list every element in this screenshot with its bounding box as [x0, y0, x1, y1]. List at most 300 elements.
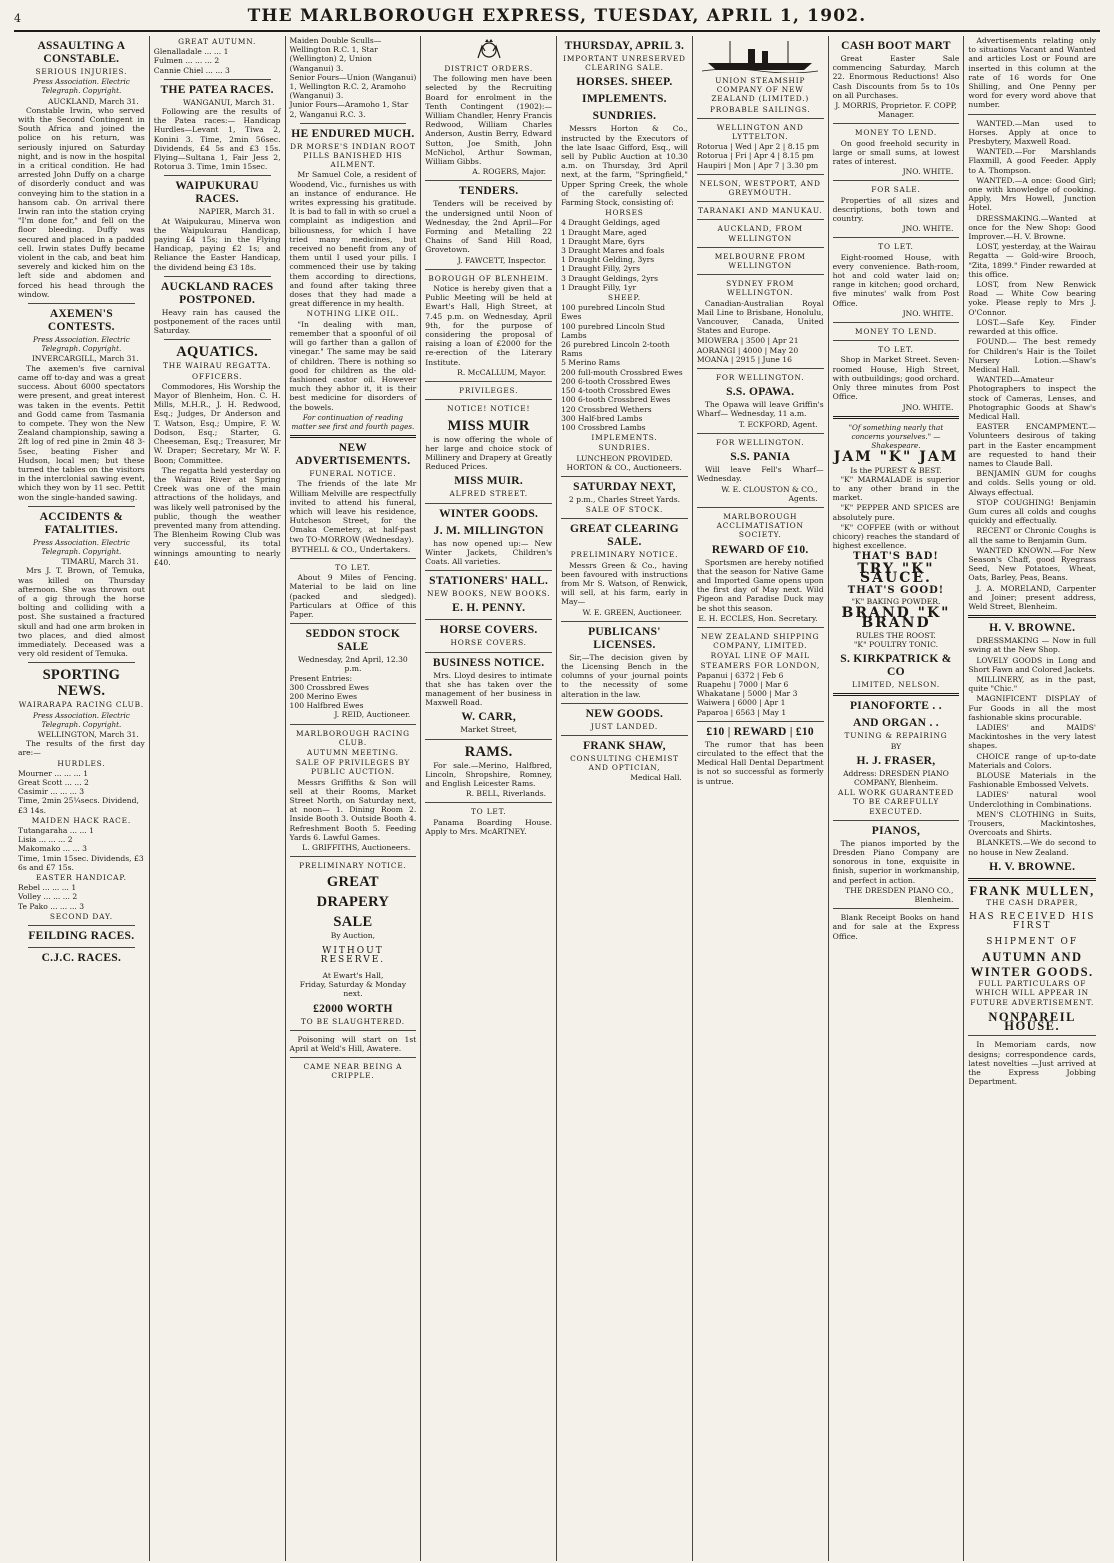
divider: [833, 693, 960, 696]
signature: J. REID, Auctioneer.: [334, 710, 411, 720]
notice-body: Shop in Market Street. Seven-roomed House, High Street, with outbuildings; good orchard. Only three minutes from Post Office.: [832, 355, 960, 402]
signature: JNO. WHITE.: [902, 167, 954, 177]
subhead: THE CASH DRAPER,: [986, 898, 1079, 908]
notice-body: Panama Boarding House. Apply to Mrs. McARTNEY.: [425, 817, 553, 836]
steamship-icon: [700, 39, 820, 73]
headline-saturday: SATURDAY NEXT,: [573, 480, 676, 493]
headline-endured: HE ENDURED MUCH.: [291, 127, 415, 140]
divider: [290, 856, 417, 857]
headline-carr: W. CARR,: [461, 711, 517, 724]
classified-ad: WANTED.—A once: Good Girl; one with knowledge of cooking. Apply, Mrs Howell, Junction Hotel.: [968, 175, 1097, 213]
headline-business: BUSINESS NOTICE.: [432, 656, 545, 669]
notice-body: Properties of all sizes and descriptions, both town and country.: [832, 195, 960, 224]
ad-line: "K" POULTRY TONIC.: [853, 639, 939, 649]
article-body: Heavy rain has caused the postponement of the races until Saturday.: [153, 307, 281, 336]
result-line: Senior Fours—Union (Wanganui) 1, Wellington R.C. 2, Aramoho (Wanganui) 3.: [289, 72, 417, 101]
subhead: HORSES: [605, 208, 644, 218]
divider: [697, 627, 824, 628]
signature: W. E. CLOUSTON & CO., Agents.: [721, 484, 818, 503]
divider: [833, 416, 960, 419]
entry-line: 300 Crossbred Ewes: [289, 682, 369, 692]
browne-line: LOVELY GOODS in Long and Short Fawn and Colored Jackets.: [968, 655, 1097, 674]
divider: [425, 381, 552, 382]
thats-good: THAT'S GOOD!: [847, 584, 945, 596]
divider: [561, 518, 688, 519]
stock-line: 3 Draught Geldings, 2yrs: [561, 273, 659, 283]
browne-list: [968, 636, 1096, 857]
subhead: TARANAKI AND MANUKAU.: [698, 206, 823, 216]
signature: R. McCALLUM, Mayor.: [457, 367, 547, 377]
notice-body: is now offering the whole of her large and choice stock of Millinery and Drapery at Greatly Reduced Prices.: [425, 434, 553, 472]
divider: [697, 274, 824, 275]
subhead: NELSON, WESTPORT, AND GREYMOUTH.: [699, 178, 821, 198]
signature: J. MORRIS, Proprietor. F. COPP, Manager.: [835, 101, 957, 120]
headline-sporting: SPORTING NEWS.: [42, 667, 121, 700]
ads-note: Advertisements relating only to situations Vacant and Wanted and articles Lost or Found are inserted in this column at the rate of 16 words for One Shilling, and One Penny per word for every word above that number.: [968, 36, 1097, 110]
subhead: FOR WELLINGTON.: [715, 373, 805, 383]
article-body: The regatta held yesterday on the Wairau River at Spring Creek was one of the main attractions of the holidays, and was likely well patronised by the public, though the weather prevented many from attending. The Blenheim Rowing Club was very successful, its total winnings amounting to nearly £40.: [153, 465, 281, 567]
subhead: EASTER HANDICAP.: [36, 873, 127, 883]
signature: A. ROGERS, Major.: [472, 167, 547, 177]
headline-seddon: SEDDON STOCK SALE: [305, 628, 401, 654]
browne-line: MEN'S CLOTHING in Suits, Trousers, Mackintoshes, Overcoats and Shirts.: [968, 809, 1097, 838]
headline-implements: IMPLEMENTS.: [582, 93, 667, 106]
column-2: [150, 36, 286, 1561]
divider: [425, 652, 552, 653]
headline-pania: S.S. PANIA: [730, 451, 791, 464]
mullen-line: HAS RECEIVED HIS FIRST: [968, 912, 1096, 932]
sale-date: Wednesday, 2nd April, 12.30 p.m.: [298, 655, 408, 674]
headline-new-ads: NEW ADVERTISEMENTS.: [295, 442, 411, 468]
mullen-autumn: AUTUMN AND: [981, 949, 1083, 964]
divider: [28, 925, 135, 926]
rms-line: MIOWERA | 3500 | Apr 21: [696, 336, 799, 346]
steamer-line: Paparoa | 6563 | May 1: [696, 707, 787, 717]
headline-cash-boot: CASH BOOT MART: [841, 40, 951, 52]
result-line: Great Scott ... ... 2: [18, 778, 89, 787]
divider: [833, 237, 960, 238]
results-list: [154, 47, 281, 75]
browne-line: MAGNIFICENT DISPLAY of Fur Goods in all the most fashionable skins procurable.: [968, 694, 1097, 722]
press-credit: Press Association. Electric Telegraph. Copyright.: [32, 710, 130, 729]
divider: [697, 118, 824, 119]
notice-body: Canadian-Australian Royal Mail Line to Brisbane, Honolulu, Vancouver, Canada, United States and Europe.: [696, 298, 824, 336]
subhead: SECOND DAY.: [49, 911, 113, 921]
stock-line: 26 purebred Lincoln 2-tooth Rams: [561, 340, 670, 359]
subhead: MONEY TO LEND.: [854, 128, 937, 138]
steamers-list: [697, 671, 824, 717]
subhead: MONEY TO LEND.: [854, 327, 937, 337]
classified-ad: LOST, from New Renwick Road — White Cow bearing yoke. Please reply to Mrs J. O'Connor.: [968, 280, 1097, 317]
column-6: [693, 36, 829, 1561]
article-body: At Waipukurau, Minerva won the Waipukurau Handicap, paying £4 15s; in the Flying Handicap, paying £2 1s; and Reliance the Easter Handicap, the dividend being £3 18s.: [153, 216, 281, 272]
result-line: Te Pako ... ... ... 3: [18, 901, 85, 911]
column-5: [557, 36, 693, 1561]
divider: [28, 947, 135, 948]
divider: [290, 435, 417, 438]
sub-line: Is the PUREST & BEST.: [850, 465, 942, 475]
subhead: PROBABLE SAILINGS.: [709, 104, 811, 114]
divider: [697, 219, 824, 220]
headline-frank-mullen: FRANK MULLEN,: [969, 883, 1095, 898]
divider: [833, 322, 960, 323]
classified-ad: EASTER ENCAMPMENT.— Volunteers desirous of taking part in the Easter encampment are requested to hand their names to Claude Ball.: [968, 422, 1097, 468]
stock-line: 3 Draught Mares and foals: [561, 246, 665, 256]
sub-line: 2 p.m., Charles Street Yards.: [568, 494, 681, 504]
divider: [968, 114, 1096, 115]
subhead: BOROUGH OF BLENHEIM.: [428, 273, 549, 283]
column-8: [964, 36, 1100, 1561]
divider: [425, 802, 552, 803]
sub-line: RULES THE ROOST.: [856, 630, 936, 640]
result-line: Time, 2min 25¼secs. Dividend, £3 14s.: [18, 796, 139, 815]
browne-line: DRESSMAKING — Now in full swing at the New Shop.: [968, 636, 1097, 655]
subhead: DISTRICT ORDERS.: [444, 64, 534, 73]
headline-horse-covers: HORSE COVERS.: [439, 624, 538, 637]
result-line: Cannie Chiel ... ... 3: [153, 65, 230, 75]
subhead: FOR WELLINGTON.: [715, 437, 805, 447]
stock-line: 100 purebred Lincoln Stud Ewes: [561, 303, 666, 322]
stock-line: 1 Draught Filly, 2yrs: [561, 264, 640, 274]
stock-list: [561, 218, 688, 292]
luncheon: LUNCHEON PROVIDED.: [576, 453, 673, 463]
divider: [561, 735, 688, 736]
headline-feilding: FEILDING RACES.: [28, 930, 135, 943]
subhead: SHEEP.: [607, 293, 641, 303]
stock-line: 4 Draught Geldings, aged: [561, 218, 661, 228]
results-list: [18, 769, 145, 815]
browne-line: LADIES' and MAIDS' Mackintoshes in the very latest shapes.: [968, 723, 1097, 751]
stock-line: 100 6-tooth Crossbred Ewes: [561, 395, 671, 405]
subhead: MARLBOROUGH ACCLIMATISATION SOCIETY.: [716, 511, 804, 540]
headline-sale: SALE: [333, 914, 373, 931]
subhead: ROYAL LINE OF MAIL STEAMERS FOR LONDON,: [700, 651, 820, 670]
notice-body: On good freehold security in large or small sums, at lowest rates of interest.: [832, 138, 960, 167]
headline-postponed: AUCKLAND RACES POSTPONED.: [160, 280, 274, 306]
subhead: DR MORSE'S INDIAN ROOT PILLS BANISHED HIS AILMENT.: [290, 141, 416, 170]
signature: HORTON & CO., Auctioneers.: [566, 462, 682, 472]
divider: [290, 724, 417, 725]
subhead: JUST LANDED.: [590, 721, 659, 731]
subhead: MAIDEN HACK RACE.: [31, 815, 131, 825]
sub-line: At Ewart's Hall,: [322, 971, 384, 981]
divider: [968, 1035, 1096, 1036]
entry-line: 200 Merino Ewes: [289, 691, 358, 701]
signature: JNO. WHITE.: [902, 224, 954, 234]
column-7: [829, 36, 965, 1561]
headline-browne: H. V. BROWNE.: [989, 622, 1076, 635]
subhead: TO LET.: [335, 562, 371, 572]
result-line: Mourner ... ... ... 1: [18, 768, 89, 778]
headline-jam: JAM "K" JAM: [833, 449, 959, 466]
headline-axemen: AXEMEN'S CONTESTS.: [47, 308, 115, 334]
subhead: TUNING & REPAIRING: [844, 731, 948, 741]
divider: [300, 123, 407, 124]
browne-line: CHOICE range of up-to-date Materials and Colors.: [968, 751, 1097, 770]
results-list: [18, 826, 145, 872]
stock-line: 1 Draught Mare, 6yrs: [561, 236, 645, 246]
subhead: SALE OF STOCK.: [585, 505, 664, 515]
headline-tenders: TENDERS.: [458, 185, 519, 198]
result-line: Lisia ... ... ... 2: [18, 835, 73, 845]
headline-miss-muir-2: MISS MUIR.: [454, 475, 524, 488]
steamer-line: Waiwera | 6000 | Apr 1: [696, 698, 786, 708]
headline-accidents: ACCIDENTS & FATALITIES.: [39, 510, 124, 536]
subhead: IMPORTANT UNRESERVED CLEARING SALE.: [563, 54, 686, 73]
divider: [561, 703, 688, 704]
stock-line: 1 Draught Mare, aged: [561, 227, 647, 237]
headline-thursday: THURSDAY, APRIL 3.: [564, 40, 685, 52]
stock-line: 100 Crossbred Lambs: [561, 422, 646, 432]
subhead: NEW ZEALAND SHIPPING COMPANY, LIMITED.: [701, 631, 820, 651]
headline-reward: REWARD OF £10.: [711, 543, 809, 556]
divider: [290, 623, 417, 624]
headline-new-goods: NEW GOODS.: [585, 707, 664, 720]
divider: [697, 433, 824, 434]
divider: [425, 739, 552, 740]
headline-great: GREAT: [326, 874, 379, 891]
subhead: ALL WORK GUARANTEED TO BE CAREFULLY EXECUTED.: [837, 788, 954, 816]
press-credit: Press Association. Electric Telegraph. Copyright.: [32, 537, 130, 556]
divider: [561, 621, 688, 622]
dateline: TIMARU, March 31.: [61, 557, 139, 567]
subhead: MARLBOROUGH RACING CLUB.: [296, 728, 410, 747]
divider: [290, 1030, 417, 1031]
signature: W. E. GREEN, Auctioneer.: [582, 607, 682, 617]
stock-line: 100 purebred Lincoln Stud Lambs: [561, 321, 666, 340]
sub-line: By Auction,: [330, 931, 376, 941]
headline-organ: AND ORGAN . .: [852, 717, 939, 730]
mullen-winter: WINTER GOODS.: [970, 965, 1094, 980]
signature: JNO. WHITE.: [902, 402, 954, 412]
divider: [290, 1057, 417, 1058]
continuation-note: For continuation of reading matter see first and fourth pages.: [291, 412, 415, 431]
stock-list: [561, 303, 688, 432]
press-credit: Press Association. Electric Telegraph. Copyright.: [32, 335, 130, 354]
without-reserve: WITHOUT RESERVE.: [320, 945, 386, 965]
divider: [164, 79, 271, 80]
entry-line: Present Entries:: [289, 673, 353, 683]
divider: [697, 174, 824, 175]
notice-body: The friends of the late Mr William Melville are respectfully invited to attend his funeral, which will leave his residence, Hutcheson Street, for the Omaka Cemetery, at half-past two TO-MORROW (Wednesday).: [289, 479, 417, 544]
page-number: 4: [14, 12, 21, 25]
headline-rams: RAMS.: [464, 743, 513, 760]
subhead: CAME NEAR BEING A CRIPPLE.: [303, 1062, 403, 1081]
article-body: Constable Irwin, who served with the Second Contingent in South Africa and joined the police on his return, was seriously injured on Saturday night, and is now in the hospital in a critical condition. He had arrested John Duffy on a charge of disorderly conduct and was conveying him to the station in a hansom cab. On arrival there Irwin ran into the station crying "I'm done for," and fell on the floor bleeding. Duffy was secured and placed in a padded cell. Irwin states Duffy became violent in the cab, and beat him severely and kicked him on the left side and abdomen and forced his head through the window.: [18, 105, 145, 299]
headline-horses: HORSES. SHEEP.: [576, 76, 673, 89]
stock-line: 120 Crossbred Wethers: [561, 404, 652, 414]
divider: [833, 340, 960, 341]
notice-body: Messrs Griffiths & Son will sell at their Rooms, Market Street North, on Saturday next, at noon— 1. Dining Room 2. Inside Booth 3. Outside Booth 4. Refreshment Booth 5. Feeding Yards 6. Lawful Games.: [289, 777, 417, 842]
headline-reward-10: £10 | REWARD | £10: [706, 725, 814, 738]
signature: T. ECKFORD, Agent.: [738, 419, 818, 429]
newspaper-title: THE MARLBOROUGH EXPRESS, TUESDAY, APRIL 1, 1902.: [247, 6, 867, 26]
headline-pianos: PIANOS,: [871, 824, 921, 837]
subhead: AUCKLAND, FROM WELLINGTON: [717, 224, 803, 243]
signature: J. FAWCETT, Inspector.: [457, 255, 547, 265]
article-body: The axemen's five carnival came off to-day and was a great success. About 6000 spectators were present, and great interest was taken in the events. Pettit and Godd came from Tasmania to compete. They won the New Zealand championship, sawing a 2ft log of red pine in 2min 48 3-5sec, beating Fisher and Hudson, local men; but these turned the tables on the visitors in the interclonial sawing event, which they won by 11 sec. Pettit won the single-handed sawing.: [18, 363, 145, 502]
headline-opawa: S.S. OPAWA.: [726, 386, 795, 399]
classified-ad: J. A. MORELAND, Carpenter and Joiner; present address, Weld Street, Blenheim.: [968, 583, 1097, 611]
notice-body: In Memoriam cards, now designs; correspondence cards, latest novelties —Just arrived at the Express Jobbing Department.: [968, 1040, 1097, 1087]
result-line: Time, 1min 15sec. Dividends, £3 6s and £7 15s.: [18, 853, 144, 872]
results-list: [290, 36, 417, 119]
signature: R. BELL, Riverlands.: [465, 789, 547, 799]
divider: [164, 339, 271, 340]
dateline: WELLINGTON, March 31.: [37, 729, 139, 739]
article-body: Mr Samuel Cole, a resident of Woodend, Vic., furnishes us with an instance of endurance. He writes expressing his gratitude. It is bad to fall in with so cruel a complaint as indigestion and biliousness, for which I have tried many medicines, but received no benefit from any of them until I used your pills. I commenced their use by taking them according to directions, and found after taking three doses that they had made a great difference in my health.: [289, 170, 417, 309]
notice-body: About 9 Miles of Fencing. Material to be laid on line (packed and sledged). Particulars at Office of this Paper.: [289, 573, 417, 619]
browne-line: BLOUSE Materials in the Fashionable Embossed Velvets.: [968, 771, 1097, 790]
notice-body: The rumor that has been circulated to the effect that the Medical Hall Dental Department is not so successful as formerly is untrue.: [696, 739, 824, 786]
headline-aquatics: AQUATICS.: [176, 344, 259, 361]
subhead: PRELIMINARY NOTICE.: [570, 550, 679, 560]
subhead: SYDNEY FROM WELLINGTON.: [726, 279, 795, 298]
notice-body: Tenders will be received by the undersigned until Noon of Wednesday, the 2nd April—For Forming and Metalling 22 Chains of Sand Hill Road, Grovetown.: [425, 199, 553, 255]
rms-list: [697, 336, 824, 364]
article-body: Following are the results of the Patea races:— Handicap Hurdles—Levant 1, Tiwa 2, Konini 3. Time, 2min 56sec. Dividends, £4 5s and £3 15s. Flying—Sultana 1, Fair Jess 2, Rotorua 3. Time, 1min 15sec.: [153, 107, 281, 172]
subhead: PRIVILEGES.: [459, 386, 519, 396]
ad-line: "K" BAKING POWDER.: [851, 597, 941, 607]
stock-line: 1 Draught Gelding, 3yrs: [561, 255, 655, 265]
subhead: IMPLEMENTS.: [591, 433, 658, 443]
divider: [697, 507, 824, 508]
divider: [28, 506, 135, 507]
subhead: NOTHING LIKE OIL.: [306, 309, 400, 319]
mullen-line: SHIPMENT OF: [986, 936, 1079, 947]
notice-body: has now opened up:— New Winter Jackets, Children's Coats. All varieties.: [425, 538, 553, 566]
classified-ad: WANTED.—Man used to Horses. Apply at once to Presbytery, Maxwell Road.: [968, 118, 1097, 147]
headline-waipukurau: WAIPUKURAU RACES.: [175, 180, 259, 206]
subhead: TO LET.: [470, 807, 507, 817]
sub-line: Market Street,: [460, 725, 518, 735]
notice-body: Great Easter Sale commencing Saturday, March 22. Enormous Reductions! Also Cash Discounts from 5s to 10s on all Purchases.: [832, 54, 960, 100]
ad-line: "K" MARMALADE is superior to any other brand in the market.: [832, 474, 960, 503]
divider: [833, 820, 960, 821]
classified-ad: LOST, yesterday, at the Wairau Regatta — Gold-wire Brooch, "Zita, 1899." Finder rewarded at this office.: [968, 242, 1097, 279]
dateline: NAPIER, March 31.: [198, 207, 275, 217]
quote: "Of something nearly that concerns yourselves." — Shakespeare.: [848, 422, 944, 451]
column-4: [421, 36, 557, 1561]
result-line: Glenalladale ... ... 1: [153, 47, 229, 57]
classified-ad: WANTED—Amateur Photographers to inspect the stock of Cameras, Lenses, and Photographic Goods at Shaw's Medical Hall.: [968, 375, 1097, 421]
subhead: MELBOURNE FROM WELLINGTON: [714, 251, 806, 271]
stock-line: 1 Draught Filly, 1yr: [561, 282, 637, 292]
thats-bad: THAT'S BAD!: [853, 551, 939, 563]
divider: [28, 303, 135, 304]
stock-line: 200 full-mouth Crossbred Ewes: [561, 367, 683, 377]
column-3: [286, 36, 422, 1561]
notice-body: Sportsmen are hereby notified that the season for Native Game and Imported Game opens upon the first day of May next. Wild Pigeon and Paradise Duck may be shot this season.: [696, 557, 824, 613]
rms-line: MOANA | 2915 | June 16: [696, 354, 792, 364]
divider: [697, 721, 824, 722]
notice-body: The Opawa will leave Griffin's Wharf— Wednesday, 11 a.m.: [696, 400, 824, 419]
result-line: Fulmen ... ... ... 2: [153, 56, 220, 66]
headline-kirkpatrick: S. KIRKPATRICK & CO: [840, 653, 952, 679]
rms-line: AORANGI | 4000 | May 20: [696, 345, 799, 355]
divider: [833, 908, 960, 909]
divider: [697, 247, 824, 248]
stock-line: 5 Merino Rams: [561, 358, 621, 368]
steamer-line: Whakatane | 5000 | Mar 3: [696, 689, 798, 699]
notice-body: Notice is hereby given that a Public Meeting will be held at Ewart's Hall, High Street, at 7.45 p.m. on Wednesday, April 9th, for the purpose of considering the proposal of raising a loan of £2000 for the re-erection of the Literary Institute.: [425, 284, 553, 367]
address: Address: DRESDEN PIANO COMPANY, Blenheim.: [843, 768, 949, 787]
column-1: [14, 36, 150, 1561]
dateline: WANGANUI, March 31.: [182, 97, 275, 107]
notice-body: Blank Receipt Books on hand and for sale at the Express Office.: [832, 913, 960, 941]
classified-ad: WANTED KNOWN.—For New Season's Chaff, good Ryegrass Seed, New Potatoes, Wheat, Oats, Barley, Peas, Beans.: [968, 545, 1097, 583]
headline-frank-shaw: FRANK SHAW,: [583, 739, 666, 752]
sailings-list: [697, 142, 824, 170]
result-line: Tutangaraha ... ... 1: [18, 826, 94, 836]
subhead: SUNDRIES.: [598, 443, 651, 453]
article-body: Commodores, His Worship the Mayor of Blenheim, Hon. C. H. Mills, M.H.R., J. H. Redwood, Esq.; Judges, Dr Anderson and T. Watson, Esq.; Umpire, F. W. Dodson, Esq.; Starter, G. Cheeseman, Esq.; Treasurer, Mr W. Draper; Secretary, Mr W. F. Boon; Committee.: [153, 381, 281, 465]
press-credit: Press Association. Electric Telegraph. Copyright.: [32, 77, 130, 96]
article-body: The results of the first day are:—: [18, 739, 145, 758]
classified-ad: WANTED.—For Marshlands Flaxmill, A good Feeder. Apply to A. Thompson.: [968, 147, 1097, 175]
stock-line: 200 6-tooth Crossbred Ewes: [561, 376, 671, 386]
notice-body: Will leave Fell's Wharf— Wednesday.: [696, 465, 824, 484]
headline-patea: THE PATEA RACES.: [160, 83, 274, 96]
headline-drapery: DRAPERY: [316, 894, 390, 911]
stock-line: 150 4-tooth Crossbred Ewes: [561, 386, 671, 396]
headline-assault: ASSAULTING A CONSTABLE.: [37, 40, 126, 65]
divider: [425, 269, 552, 270]
subhead: THE WAIRAU REGATTA.: [162, 361, 272, 371]
stock-line: 300 Half-bred Lambs: [561, 413, 643, 423]
subhead: NEW BOOKS, NEW BOOKS.: [426, 589, 551, 599]
headline-penny: E. H. PENNY.: [452, 602, 526, 615]
divider: [833, 180, 960, 181]
headline-sundries: SUNDRIES.: [592, 110, 657, 123]
dateline: AUCKLAND, March 31.: [48, 96, 139, 106]
headline-pianoforte: PIANOFORTE . .: [849, 700, 942, 713]
signature: E. H. ECCLES, Hon. Secretary.: [698, 613, 818, 623]
article-body: Mrs J. T. Brown, of Temuka, was killed on Thursday afternoon. She was thrown out of a gig through the horse bolting and colliding with a post. She sustained a fractured skull and had one arm broken in two places, and died almost immediately. Deceased was a very old resident of Temuka.: [18, 566, 145, 659]
divider: [425, 570, 552, 571]
browne-line: BLANKETS.—We do second to no house in New Zealand.: [968, 838, 1097, 857]
notice-body: Mrs. Lloyd desires to intimate that she has taken over the management of her business in Maxwell Road.: [425, 670, 553, 708]
divider: [425, 619, 552, 620]
notice-body: The following men have been selected by the Recruiting Board for enrolment in the Tenth Contingent (1902):— William Chandler, Henry Francis Redwood, William Charles Anderson, Austin Berry, Edward Sutton, Joe Smith, John McNichol, Arthur Sowman, William Gibbs.: [425, 74, 553, 167]
browne-line: MILLINERY, as in the past, quite "Chic.": [968, 675, 1097, 694]
subhead: TO BE SLAUGHTERED.: [300, 1016, 405, 1026]
divider: [968, 615, 1096, 618]
subhead: FUNERAL NOTICE.: [309, 469, 397, 479]
ad-line: "K" PEPPER AND SPICES are absolutely pure.: [832, 503, 960, 522]
subhead: TO LET.: [878, 345, 914, 355]
headline-stationers: STATIONERS' HALL.: [429, 575, 549, 588]
entries-list: [290, 674, 417, 711]
dateline: INVERCARGILL, March 31.: [31, 354, 139, 364]
signature: JNO. WHITE.: [902, 308, 954, 318]
subhead: HURDLES.: [57, 758, 106, 768]
sailing-line: Haupiri | Mon | Apr 7 | 3.30 pm: [696, 160, 819, 170]
signature: BYTHELL & CO., Undertakers.: [291, 544, 411, 554]
headline-clearing: GREAT CLEARING SALE.: [570, 523, 679, 549]
sailing-line: Rotorua | Fri | Apr 4 | 8.15 pm: [696, 151, 814, 161]
subhead: SALE OF PRIVILEGES BY PUBLIC AUCTION.: [295, 758, 411, 777]
entry-line: 100 Halfbred Ewes: [289, 701, 364, 711]
headline-nonpareil: NONPAREIL HOUSE.: [988, 1009, 1076, 1034]
divider: [968, 878, 1096, 881]
subhead: ALFRED STREET.: [449, 489, 528, 499]
subhead: PRELIMINARY NOTICE.: [299, 861, 407, 871]
divider: [164, 175, 271, 176]
subhead: WELLINGTON AND LYTTELTON.: [716, 122, 804, 142]
notice-body: The pianos imported by the Dresden Piano Company are sonorous in tone, exquisite in finish, superior in workmanship, and perfect in action.: [832, 838, 960, 885]
notice-body: Messrs Horton & Co., instructed by the Executors of the late Isaac Gifford, Esq., will sell by Public Auction at 10.30 a.m. on Thursday, 3rd April next, at the farm, "Springfield," Upper Spring Creek, the whole of the carefully selected Farming Stock, consisting of:: [561, 124, 688, 208]
